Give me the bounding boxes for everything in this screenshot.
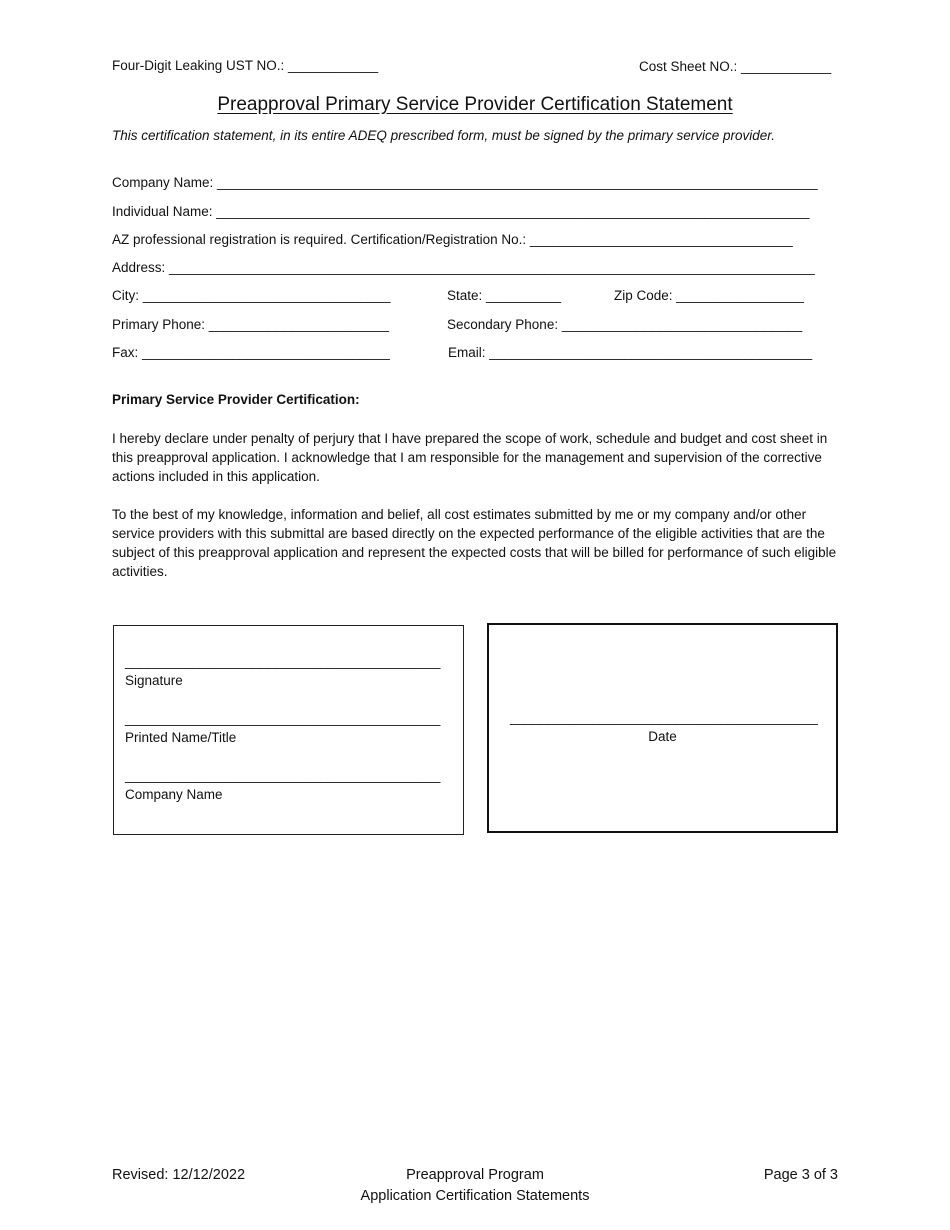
company-name-line[interactable]: __________________________________________ xyxy=(125,768,441,783)
cost-sheet-number-field[interactable]: Cost Sheet NO.: ____________ xyxy=(639,59,832,74)
registration-number-field[interactable]: AZ professional registration is required. Certification/Registration No.: ___________________________________ xyxy=(112,232,793,247)
certification-heading: Primary Service Provider Certification: xyxy=(112,392,360,407)
document-name: Application Certification Statements xyxy=(360,1188,590,1204)
secondary-phone-field[interactable]: Secondary Phone: ________________________________ xyxy=(447,317,803,332)
signature-line[interactable]: __________________________________________ xyxy=(125,654,441,669)
fax-field[interactable]: Fax: _________________________________ xyxy=(112,345,390,360)
zip-code-field[interactable]: Zip Code: _________________ xyxy=(614,288,804,303)
individual-name-field[interactable]: Individual Name: _______________________________________________________________________________ xyxy=(112,204,810,219)
email-field[interactable]: Email: ___________________________________________ xyxy=(448,345,813,360)
instruction-subtitle: This certification statement, in its entire ADEQ prescribed form, must be signed by the primary service provider. xyxy=(112,128,776,143)
printed-name-line[interactable]: __________________________________________ xyxy=(125,711,441,726)
ust-number-field[interactable]: Four-Digit Leaking UST NO.: ____________ xyxy=(112,58,379,73)
company-name-label: Company Name xyxy=(125,787,223,802)
signature-label: Signature xyxy=(125,673,183,688)
primary-phone-field[interactable]: Primary Phone: ________________________ xyxy=(112,317,389,332)
certification-paragraph-1: I hereby declare under penalty of perjury that I have prepared the scope of work, schedule and budget and cost sheet in this preapproval application. I acknowledge that I am responsible for the management and supervision of the corrective actions included in this application. xyxy=(112,431,828,484)
program-name: Preapproval Program xyxy=(406,1167,544,1183)
address-field[interactable]: Address: ______________________________________________________________________________________ xyxy=(112,260,815,275)
city-field[interactable]: City: _________________________________ xyxy=(112,288,391,303)
page-number: Page 3 of 3 xyxy=(763,1167,838,1183)
signature-box xyxy=(113,625,464,835)
date-box xyxy=(487,623,838,833)
date-line[interactable]: _________________________________________ xyxy=(510,710,818,725)
date-label: Date xyxy=(648,729,677,744)
certification-paragraph-2: To the best of my knowledge, information and belief, all cost estimates submitted by me or my company and/or other service providers with this submittal are based directly on the expected performance of the eligible activities that are the subject of this preapproval application and represent the expected costs that will be billed for performance of such eligible activities. xyxy=(112,507,837,579)
company-name-field[interactable]: Company Name: ________________________________________________________________________________ xyxy=(112,175,818,190)
state-field[interactable]: State: __________ xyxy=(447,288,562,303)
printed-name-label: Printed Name/Title xyxy=(125,730,237,745)
page-title: Preapproval Primary Service Provider Certification Statement xyxy=(217,94,733,115)
revised-date: Revised: 12/12/2022 xyxy=(112,1167,246,1183)
